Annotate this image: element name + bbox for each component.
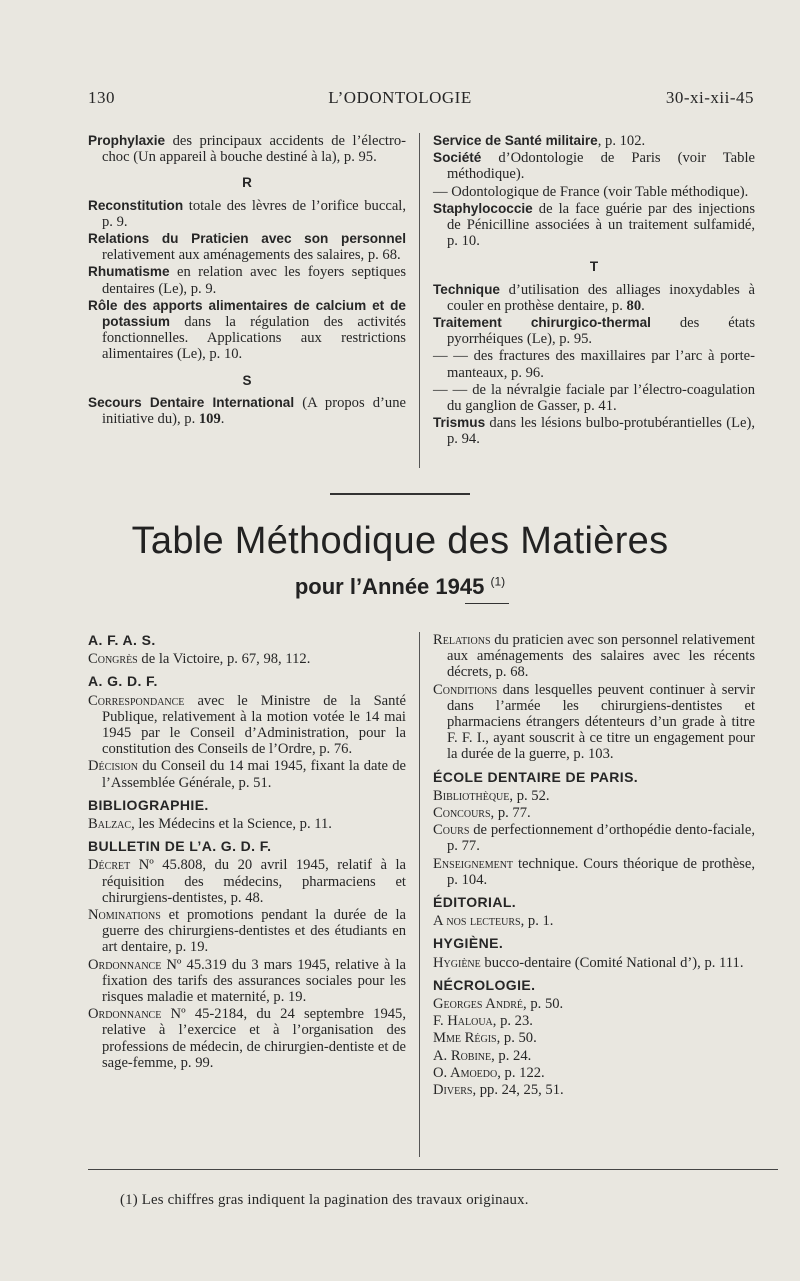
entry-text: , p. 23. [492, 1013, 533, 1030]
entry-lead: Décret [88, 857, 131, 874]
index-entry [88, 231, 406, 263]
section-heading: A. F. A. S. [88, 632, 156, 648]
entry-lead: Balzac [88, 816, 132, 833]
methodic-entry [433, 913, 755, 929]
index-entry [433, 184, 755, 200]
index-entry [88, 133, 406, 165]
running-title: L’ODONTOLOGIE [328, 88, 472, 107]
entry-text: des états pyorrhéiques (Le), p. 95. [447, 315, 755, 348]
entry-keyword: Rôle des apports alimentaires de calcium et de potassium [88, 297, 406, 330]
entry-text: Nº 45.319 du 3 mars 1945, relative à la fixation des tarifs des assurances sociales pour les risques maladie et maternité, p. 19. [102, 956, 406, 1006]
section-heading: BIBLIOGRAPHIE. [88, 796, 209, 813]
entry-text: , pp. 24, 25, 51. [472, 1082, 564, 1099]
entry-keyword: Reconstitution [88, 197, 184, 213]
index-letter: S [242, 372, 252, 388]
methodic-entry [433, 955, 755, 971]
methodic-entry [433, 805, 755, 821]
methodic-entry [88, 907, 406, 956]
entry-text: de la face guérie par des injections de Pénicilline associées à un traitement sulfamidé, p. 10. [447, 200, 755, 250]
index-entry [433, 150, 755, 182]
column-divider [419, 133, 420, 468]
section-heading: BULLETIN DE L’A. G. D. F. [88, 838, 272, 855]
entry-text: , p. 122. [497, 1064, 545, 1081]
index-column-right [433, 133, 755, 449]
entry-keyword: Relations du Praticien avec son personnel [88, 231, 406, 247]
footnote-mark: (1) [490, 574, 506, 589]
entry-keyword: Prophylaxie [88, 133, 166, 148]
entry-text: , p. 50. [523, 996, 564, 1013]
page-title: Table Méthodique des Matières [131, 520, 669, 562]
entry-text: , les Médecins et la Science, p. 11. [131, 816, 332, 833]
index-entry [433, 201, 755, 250]
entry-text: , p. 1. [520, 913, 554, 930]
methodic-entry [433, 1048, 755, 1064]
entry-text: de la Victoire, p. 67, 98, 112. [137, 651, 311, 668]
entry-keyword: Technique [433, 281, 500, 297]
methodic-entry [433, 822, 755, 854]
entry-keyword: Staphylococcie [433, 200, 533, 216]
index-letter: R [242, 175, 252, 191]
methodic-entry [88, 693, 406, 758]
entry-text: bucco-dentaire (Comité National d’), p. 111. [480, 954, 744, 971]
section-heading: A. G. D. F. [88, 673, 158, 690]
entry-text: Nº 45-2184, du 24 septembre 1945, relative à l’exercice et à l’organisation des professions de médecin, de chirurgien-dentiste et de sage-femme, p. 99. [102, 1006, 406, 1071]
methodic-entry [433, 788, 755, 804]
index-entry [88, 298, 406, 363]
entry-lead: Décision [88, 758, 138, 775]
entry-text: — Odontologique de France (voir Table méthodique). [433, 183, 749, 200]
section-rule [330, 493, 470, 495]
methodic-entry [88, 857, 406, 906]
methodic-entry [433, 632, 755, 681]
entry-lead: Congrès [88, 651, 138, 668]
entry-text: relativement aux aménagements des salaires, p. 68. [102, 247, 401, 264]
methodic-entry [433, 1030, 755, 1046]
entry-text: , p. 52. [509, 787, 550, 804]
column-divider [419, 632, 420, 1157]
index-entry [433, 415, 755, 447]
subtitle-text: pour l’Année 1945 [294, 574, 485, 599]
entry-text: de perfectionnement d’orthopédie dento-faciale, p. 77. [447, 822, 755, 855]
issue-date: 30-xi-xii-45 [665, 88, 754, 107]
entry-text: dans lesquelles peuvent continuer à servir dans l’armée les chirurgiens-dentistes et pharmaciens étrangers détenteurs d’un grade à titre F. F. I., ayant souscrit à ce titre un engagement pour la durée de la guerre, p. 103. [447, 681, 755, 763]
entry-lead: O. Amoedo [433, 1064, 498, 1081]
entry-text: dans les lésions bulbo-protubérantielles (Le), p. 94. [447, 415, 755, 448]
entry-lead: Ordonnance [88, 956, 162, 973]
entry-lead: Correspondance [88, 692, 185, 709]
entry-text: , p. 50. [496, 1030, 537, 1047]
methodic-column-left [88, 632, 406, 1072]
index-entry [433, 382, 755, 414]
entry-lead: Divers [433, 1082, 473, 1099]
index-entry [88, 395, 406, 427]
index-entry [433, 133, 755, 149]
entry-text: et promotions pendant la durée de la guerre des chirurgiens-dentistes et des étudiants en art dentaire, p. 19. [102, 907, 406, 956]
entry-keyword: Société [433, 150, 482, 166]
entry-keyword: Trismus [433, 415, 486, 431]
entry-tail: . [220, 411, 225, 428]
methodic-entry [88, 957, 406, 1006]
entry-text: du praticien avec son personnel relativement aux aménagements des salaires avec les récents décrets, p. 68. [447, 632, 755, 681]
entry-page-bold: 80 [626, 297, 642, 314]
entry-keyword: Secours Dentaire International [88, 394, 295, 410]
entry-text: d’utilisation des alliages inoxydables à couler en prothèse dentaire, p. [447, 281, 755, 314]
methodic-entry [433, 1065, 755, 1081]
entry-lead: Hygiène [433, 954, 481, 971]
section-heading: ÉDITORIAL. [433, 894, 517, 911]
entry-tail: . [641, 297, 645, 314]
entry-text: des principaux accidents de l’électro-choc (Un appareil à bouche destiné à la), p. 95. [102, 133, 406, 166]
entry-lead: Nominations [88, 907, 161, 924]
entry-lead: Relations [433, 632, 491, 648]
entry-lead: Mme Régis [433, 1030, 497, 1047]
entry-text: technique. Cours théorique de prothèse, p. 104. [447, 855, 755, 888]
entry-text: en relation avec les foyers septiques dentaires (Le), p. 9. [102, 264, 406, 297]
entry-text: , p. 77. [490, 805, 531, 822]
entry-text: Nº 45.808, du 20 avril 1945, relatif à la réquisition des médecins, pharmaciens et chirurgiens-dentistes, p. 48. [102, 857, 406, 906]
entry-text: dans la régulation des activités fonctionnelles. Applications aux restrictions alimentaires (Le), p. 10. [102, 314, 406, 363]
entry-text: — — de la névralgie faciale par l’électro-coagulation du ganglion de Gasser, p. 41. [433, 381, 755, 415]
footnote-rule [88, 1169, 778, 1170]
entry-lead: A nos lecteurs [433, 913, 521, 930]
page-number: 130 [88, 88, 115, 107]
entry-lead: A. Robine [433, 1047, 492, 1064]
index-entry [433, 282, 755, 314]
entry-lead: Conditions [433, 681, 498, 698]
methodic-entry [433, 856, 755, 888]
entry-text: d’Odontologie de Paris (voir Table méthodique). [447, 150, 755, 183]
entry-lead: Georges André [433, 996, 524, 1013]
index-entry [88, 198, 406, 230]
index-column-left [88, 133, 406, 428]
section-heading: NÉCROLOGIE. [433, 976, 536, 993]
entry-lead: F. Haloua [433, 1013, 493, 1030]
entry-text: (A propos d’une initiative du), p. [102, 394, 406, 428]
section-heading: ÉCOLE DENTAIRE DE PARIS. [433, 768, 639, 785]
methodic-column-right [433, 632, 755, 1099]
index-letter: T [589, 259, 599, 275]
page-subtitle [0, 574, 800, 600]
entry-keyword: Service de Santé militaire [433, 133, 598, 148]
entry-lead: Concours [433, 805, 491, 822]
methodic-entry [88, 1006, 406, 1071]
methodic-entry [433, 996, 755, 1012]
entry-page-bold: 109 [198, 411, 221, 428]
entry-text: , p. 102. [597, 133, 646, 149]
entry-lead: Cours [433, 822, 470, 839]
entry-keyword: Traitement chirurgico-thermal [433, 315, 651, 331]
section-heading: HYGIÈNE. [433, 935, 504, 952]
methodic-entry [433, 1082, 755, 1098]
entry-lead: Enseignement [433, 855, 514, 872]
entry-text: du Conseil du 14 mai 1945, fixant la date de l’Assemblée Générale, p. 51. [102, 758, 406, 791]
footnote: (1) Les chiffres gras indiquent la pagination des travaux originaux. [120, 1192, 529, 1208]
methodic-entry [88, 758, 406, 790]
subtitle-rule [465, 603, 509, 604]
index-entry [88, 264, 406, 296]
entry-text: avec le Ministre de la Santé Publique, relativement à la motion votée le 14 mai 1945 par le Conseil d’Administration, pour la constitution des Conseils de l’Ordre, p. 76. [102, 692, 406, 758]
methodic-entry [88, 651, 406, 667]
entry-text: totale des lèvres de l’orifice buccal, p. 9. [102, 197, 406, 230]
methodic-entry [88, 816, 406, 832]
entry-lead: Bibliothèque [433, 787, 510, 804]
index-entry [433, 348, 755, 380]
index-entry [433, 315, 755, 347]
entry-text: — — des fractures des maxillaires par l’arc à porte-manteaux, p. 96. [433, 348, 755, 381]
methodic-entry [433, 1013, 755, 1029]
entry-text: , p. 24. [491, 1047, 532, 1064]
methodic-entry [433, 682, 755, 763]
entry-keyword: Rhumatisme [88, 264, 170, 280]
entry-lead: Ordonnance [88, 1006, 162, 1023]
